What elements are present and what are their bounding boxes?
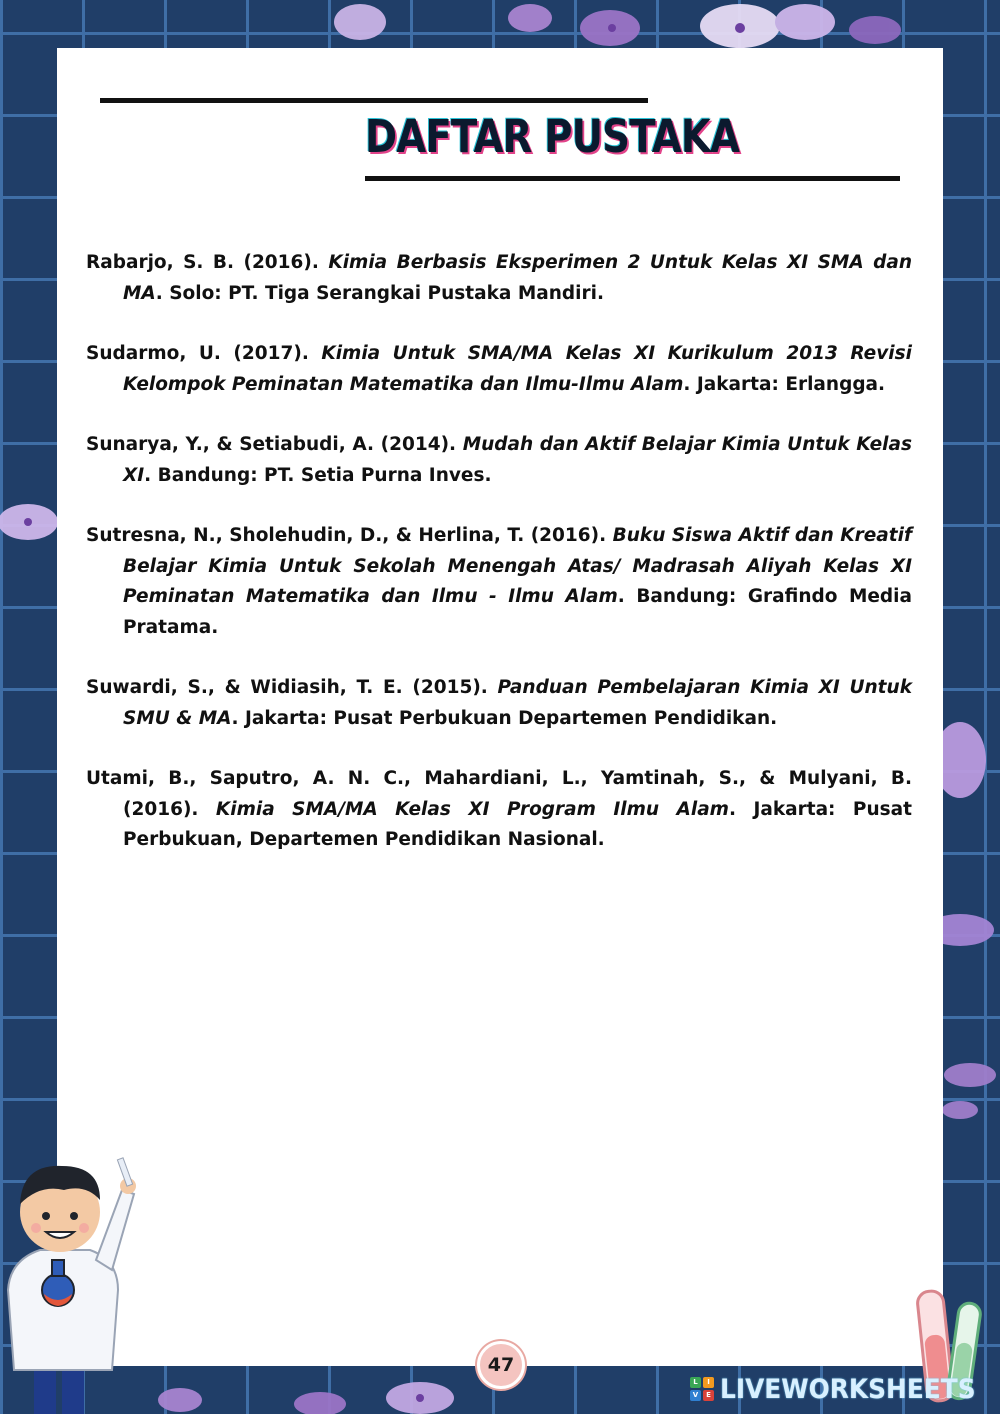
liveworksheets-watermark: [690, 1372, 998, 1406]
title-rule-top: [100, 98, 648, 103]
watermark-text: LIVEWORKSHEETS: [720, 1373, 976, 1405]
reference-book-title: Buku Siswa Aktif dan Kreatif Belajar Kimia Untuk Sekolah Menengah Atas/ Madrasah Aliyah Kelas XI Peminatan Matematika dan Ilmu - Ilmu Alam: [123, 525, 913, 607]
reference-book-title: Mudah dan Aktif Belajar Kimia Untuk Kelas XI: [123, 434, 912, 486]
reference-book-title: Kimia Berbasis Eksperimen 2 Untuk Kelas XI SMA dan MA: [123, 252, 912, 304]
page-card: [57, 48, 943, 1366]
page-title: DAFTAR PUSTAKA: [365, 110, 740, 163]
reference-item: Suwardi, S., & Widiasih, T. E. (2015). Panduan Pembelajaran Kimia XI Untuk SMU & MA. Jakarta: Pusat Perbukuan Departemen Pendidikan.: [86, 677, 912, 729]
logo-letter: L: [690, 1377, 701, 1388]
logo-letter: V: [690, 1390, 701, 1401]
reference-item: Rabarjo, S. B. (2016). Kimia Berbasis Eksperimen 2 Untuk Kelas XI SMA dan MA. Solo: PT. Tiga Serangkai Pustaka Mandiri.: [86, 252, 912, 304]
liveworksheets-logo-icon: [690, 1377, 714, 1401]
reference-item: Sunarya, Y., & Setiabudi, A. (2014). Mudah dan Aktif Belajar Kimia Untuk Kelas XI. Bandung: PT. Setia Purna Inves.: [86, 434, 912, 486]
reference-item: Sutresna, N., Sholehudin, D., & Herlina, T. (2016). Buku Siswa Aktif dan Kreatif Belajar Kimia Untuk Sekolah Menengah Atas/ Madrasah Aliyah Kelas XI Peminatan Matematika dan Ilmu - Ilmu Alam. Bandung: Grafindo Media Pratama.: [86, 525, 913, 638]
logo-letter: I: [703, 1377, 714, 1388]
title-rule-bottom: [365, 176, 900, 181]
reference-list: [86, 248, 912, 856]
reference-item: Utami, B., Saputro, A. N. C., Mahardiani, L., Yamtinah, S., & Mulyani, B. (2016). Kimia SMA/MA Kelas XI Program Ilmu Alam. Jakarta: Pusat Perbukuan, Departemen Pendidikan Nasional.: [86, 768, 912, 850]
page-number: 47: [477, 1341, 525, 1389]
logo-letter: E: [703, 1390, 714, 1401]
reference-book-title: Kimia SMA/MA Kelas XI Program Ilmu Alam: [215, 798, 729, 820]
scientist-icon: [0, 1150, 150, 1414]
reference-book-title: Panduan Pembelajaran Kimia XI Untuk SMU & MA: [123, 677, 912, 729]
reference-book-title: Kimia Untuk SMA/MA Kelas XI Kurikulum 2013 Revisi Kelompok Peminatan Matematika dan Ilmu-Ilmu Alam: [123, 343, 912, 395]
reference-item: Sudarmo, U. (2017). Kimia Untuk SMA/MA Kelas XI Kurikulum 2013 Revisi Kelompok Peminatan Matematika dan Ilmu-Ilmu Alam. Jakarta: Erlangga.: [86, 343, 912, 395]
